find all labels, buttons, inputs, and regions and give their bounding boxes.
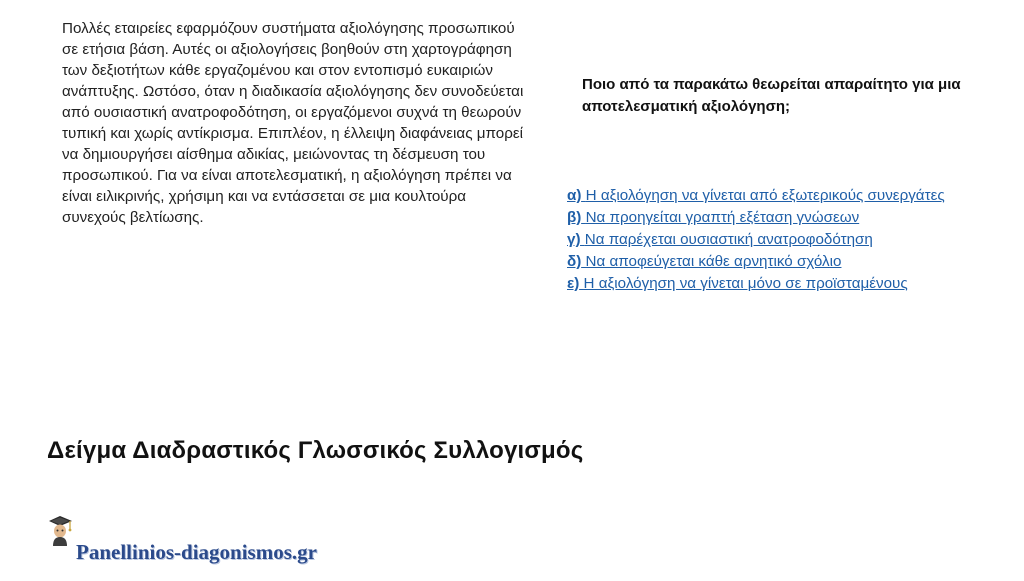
- answer-options: [567, 185, 1012, 295]
- brand-logo: [46, 512, 386, 568]
- option-letter: β): [567, 209, 582, 226]
- option-text: Να παρέχεται ουσιαστική ανατροφοδότηση: [584, 231, 873, 248]
- option-text: Να αποφεύγεται κάθε αρνητικό σχόλιο: [585, 253, 842, 270]
- option-letter: γ): [567, 231, 581, 248]
- option-text: Η αξιολόγηση να γίνεται από εξωτερικούς συνεργάτες: [585, 187, 945, 204]
- option-b[interactable]: [567, 207, 1012, 229]
- brand-name: Panellinios-diagonismos.gr: [76, 540, 317, 564]
- question-text: Ποιο από τα παρακάτω θεωρείται απαραίτητο για μια αποτελεσματική αξιολόγηση;: [582, 76, 961, 115]
- option-text: Η αξιολόγηση να γίνεται μόνο σε προϊσταμένους: [583, 275, 908, 292]
- option-text: Να προηγείται γραπτή εξέταση γνώσεων: [585, 209, 860, 226]
- option-d[interactable]: [567, 251, 1012, 273]
- option-letter: α): [567, 187, 582, 204]
- option-c[interactable]: [567, 229, 1012, 251]
- option-a[interactable]: [567, 185, 1012, 207]
- graduation-cap-icon: [46, 512, 76, 546]
- footer-title: Δείγμα Διαδραστικός Γλωσσικός Συλλογισμός: [47, 437, 584, 464]
- option-e[interactable]: [567, 273, 1012, 295]
- option-letter: δ): [567, 253, 582, 270]
- reading-passage: Πολλές εταιρείες εφαρμόζουν συστήματα αξιολόγησης προσωπικού σε ετήσια βάση. Αυτές οι αξιολογήσεις βοηθούν στη χαρτογράφηση των δεξιοτήτων κάθε εργαζομένου και στον εντοπισμό ευκαιριών ανάπτυξης. Ωστόσο, όταν η διαδικασία αξιολόγησης δεν συνοδεύεται από ουσιαστική ανατροφοδότηση, οι εργαζόμενοι συχνά τη θεωρούν τυπική και χωρίς αντίκρισμα. Επιπλέον, η έλλειψη διαφάνειας μπορεί να δημιουργήσει αίσθημα αδικίας, μειώνοντας τη δέσμευση του προσωπικού. Για να είναι αποτελεσματική, η αξιολόγηση πρέπει να είναι ειλικρινής, χρήσιμη και να εντάσσεται σε μια κουλτούρα συνεχούς βελτίωσης.: [62, 20, 524, 226]
- option-letter: ε): [567, 275, 580, 292]
